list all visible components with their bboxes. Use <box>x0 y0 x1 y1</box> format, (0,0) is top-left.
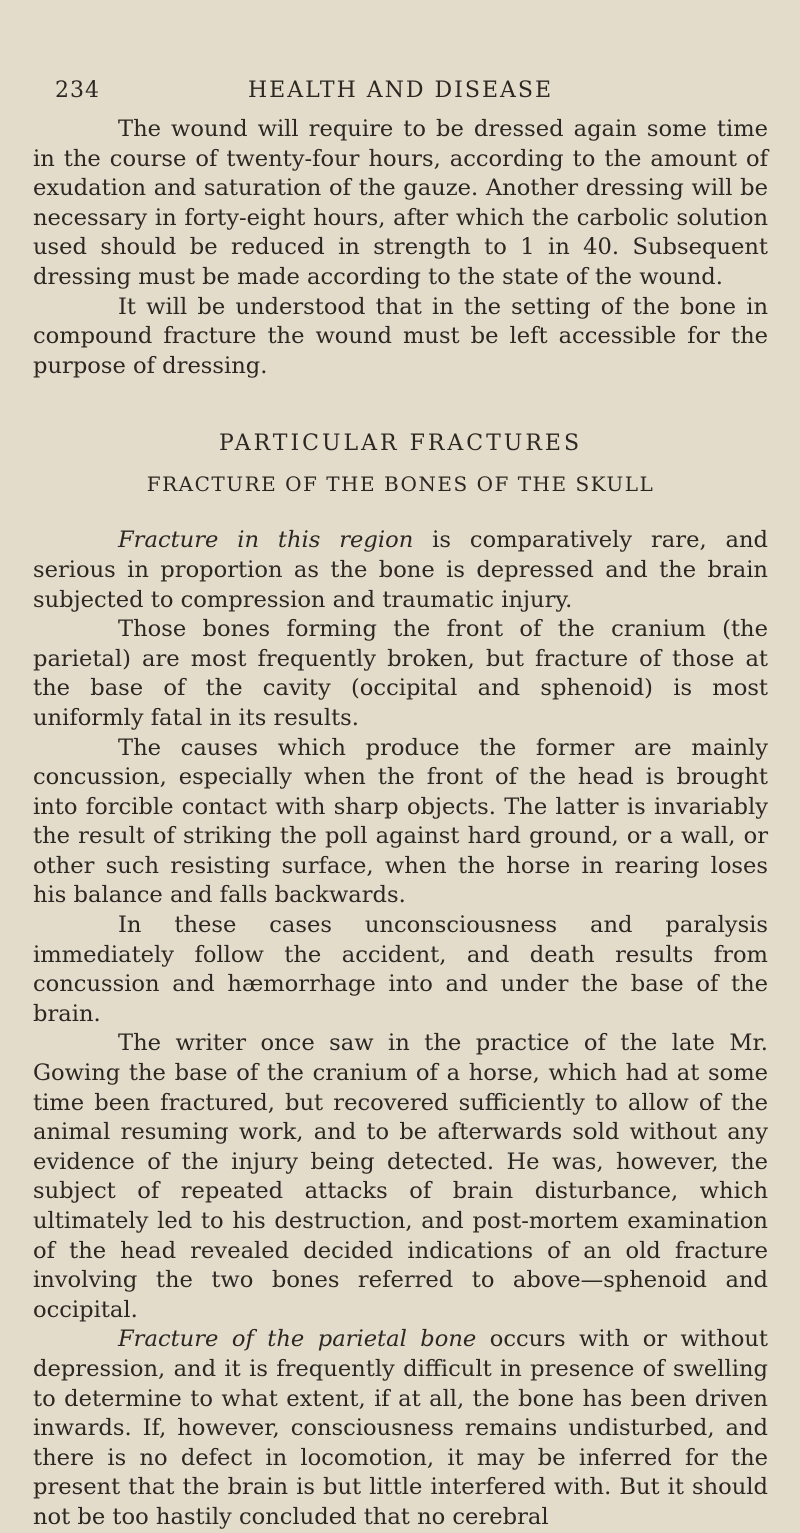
running-head: HEALTH AND DISEASE <box>247 78 554 103</box>
paragraph-lead-italic: Fracture in this region <box>118 527 414 554</box>
paragraph-parietal <box>33 1325 768 1532</box>
paragraph-skull-intro <box>33 526 768 615</box>
paragraph-case-report: The writer once saw in the practice of the late Mr. Gowing the base of the cranium of a horse, which had at some time been fractured, but recovered sufficiently to allow of the animal resuming work, and to be afterwards sold without any evidence of the injury being detected. He was, however, the subject of repeated attacks of brain disturbance, which ultimately led to his destruction, and post-mortem examination of the head revealed decided indications of an old fracture involving the two bones referred to above—sphenoid and occipital. <box>33 1030 768 1323</box>
paragraph-lead-rest: occurs with or without depression, and it is frequently difficult in presence of swelling to determine to what extent, if at all, the bone has been driven inwards. If, however, consciousness remains undisturbed, and there is no defect in locomotion, it may be inferred for the present that the brain is but little interfered with. But it should not be too hastily concluded that no cerebral <box>33 1326 768 1530</box>
section-title: PARTICULAR FRACTURES <box>218 431 583 457</box>
paragraph-setting: It will be understood that in the setting of the bone in compound fracture the wound must be left accessible for the purpose of dressing. <box>33 293 768 379</box>
paragraph-bones: Those bones forming the front of the cranium (the parietal) are most frequently broken, but fracture of those at the base of the cavity (occipital and sphenoid) is most uniformly fatal in its results. <box>33 616 768 731</box>
paragraph-consequences: In these cases unconsciousness and paralysis immediately follow the accident, and death results from concussion and hæmorrhage into and under the base of the brain. <box>33 912 768 1027</box>
paragraph-lead-rest: is comparatively rare, and serious in proportion as the bone is depressed and the brain subjected to compression and traumatic injury. <box>33 527 768 613</box>
section-subtitle: FRACTURE OF THE BONES OF THE SKULL <box>146 472 655 497</box>
page-header <box>33 78 768 110</box>
paragraph-causes: The causes which produce the former are mainly concussion, especially when the front of the head is brought into forcible contact with sharp objects. The latter is invariably the result of striking the poll against hard ground, or a wall, or other such resisting surface, when the horse in rearing loses his balance and falls backwards. <box>33 734 768 909</box>
paragraph-lead-italic: Fracture of the parietal bone <box>118 1326 477 1353</box>
page-number: 234 <box>55 78 100 103</box>
paragraph-dressing: The wound will require to be dressed again some time in the course of twenty-four hours, according to the amount of exudation and saturation of the gauze. Another dressing will be necessary in forty-eight hours, after which the carbolic solution used should be reduced in strength to 1 in 40. Subsequent dressing must be made according to the state of the wound. <box>33 116 768 290</box>
